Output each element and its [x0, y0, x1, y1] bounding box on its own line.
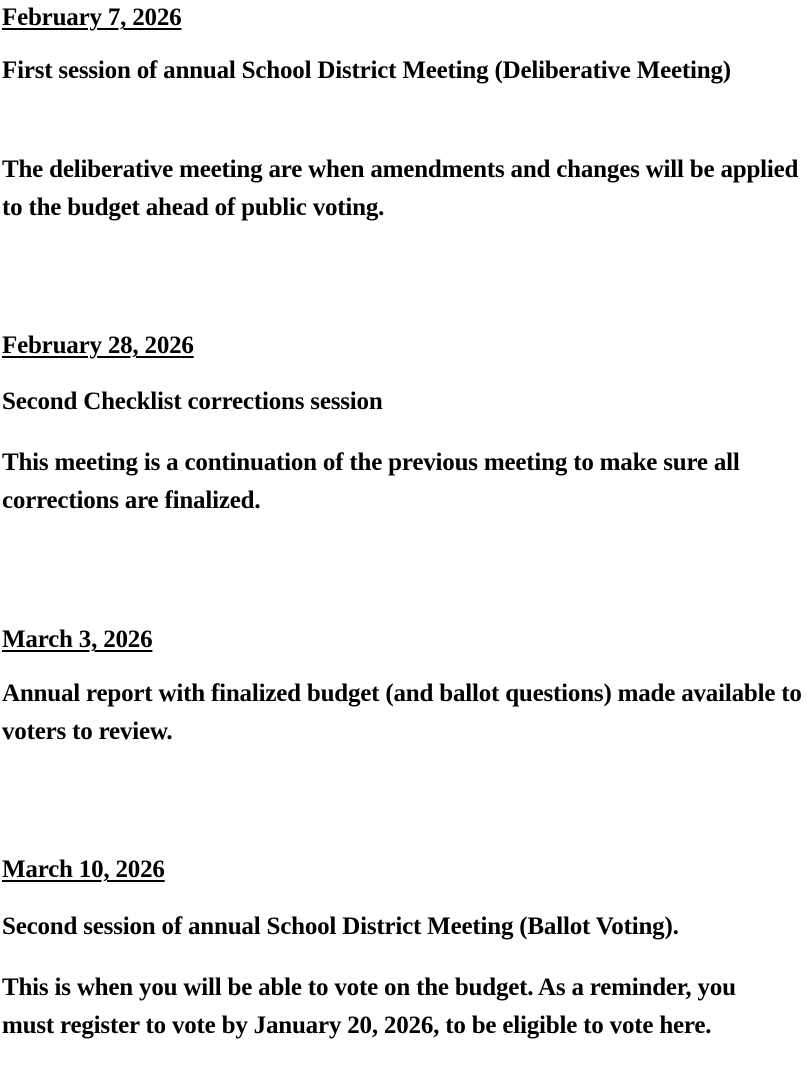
schedule-entry	[2, 327, 806, 514]
entry-date: March 3, 2026	[2, 626, 153, 653]
entry-title: First session of annual School District Meeting (Deliberative Meeting)	[2, 57, 731, 84]
entry-date: February 7, 2026	[2, 4, 182, 31]
entry-description: This is when you will be able to vote on the budget. As a reminder, you must register to vote by January 20, 2026, to be eligible to vote here.	[2, 974, 736, 1039]
schedule-entry	[2, 0, 806, 221]
entry-title: Second session of annual School District Meeting (Ballot Voting).	[2, 913, 679, 940]
entry-title: Annual report with finalized budget (and ballot questions) made available to voters to review.	[2, 680, 802, 745]
schedule-entry	[2, 621, 806, 745]
entry-title: Second Checklist corrections session	[2, 388, 383, 415]
entry-description: This meeting is a continuation of the previous meeting to make sure all corrections are finalized.	[2, 449, 740, 514]
entry-date: March 10, 2026	[2, 856, 165, 883]
entry-description: The deliberative meeting are when amendments and changes will be applied to the budget ahead of public voting.	[2, 156, 799, 221]
schedule-entry	[2, 851, 806, 1039]
entry-date: February 28, 2026	[2, 332, 194, 359]
